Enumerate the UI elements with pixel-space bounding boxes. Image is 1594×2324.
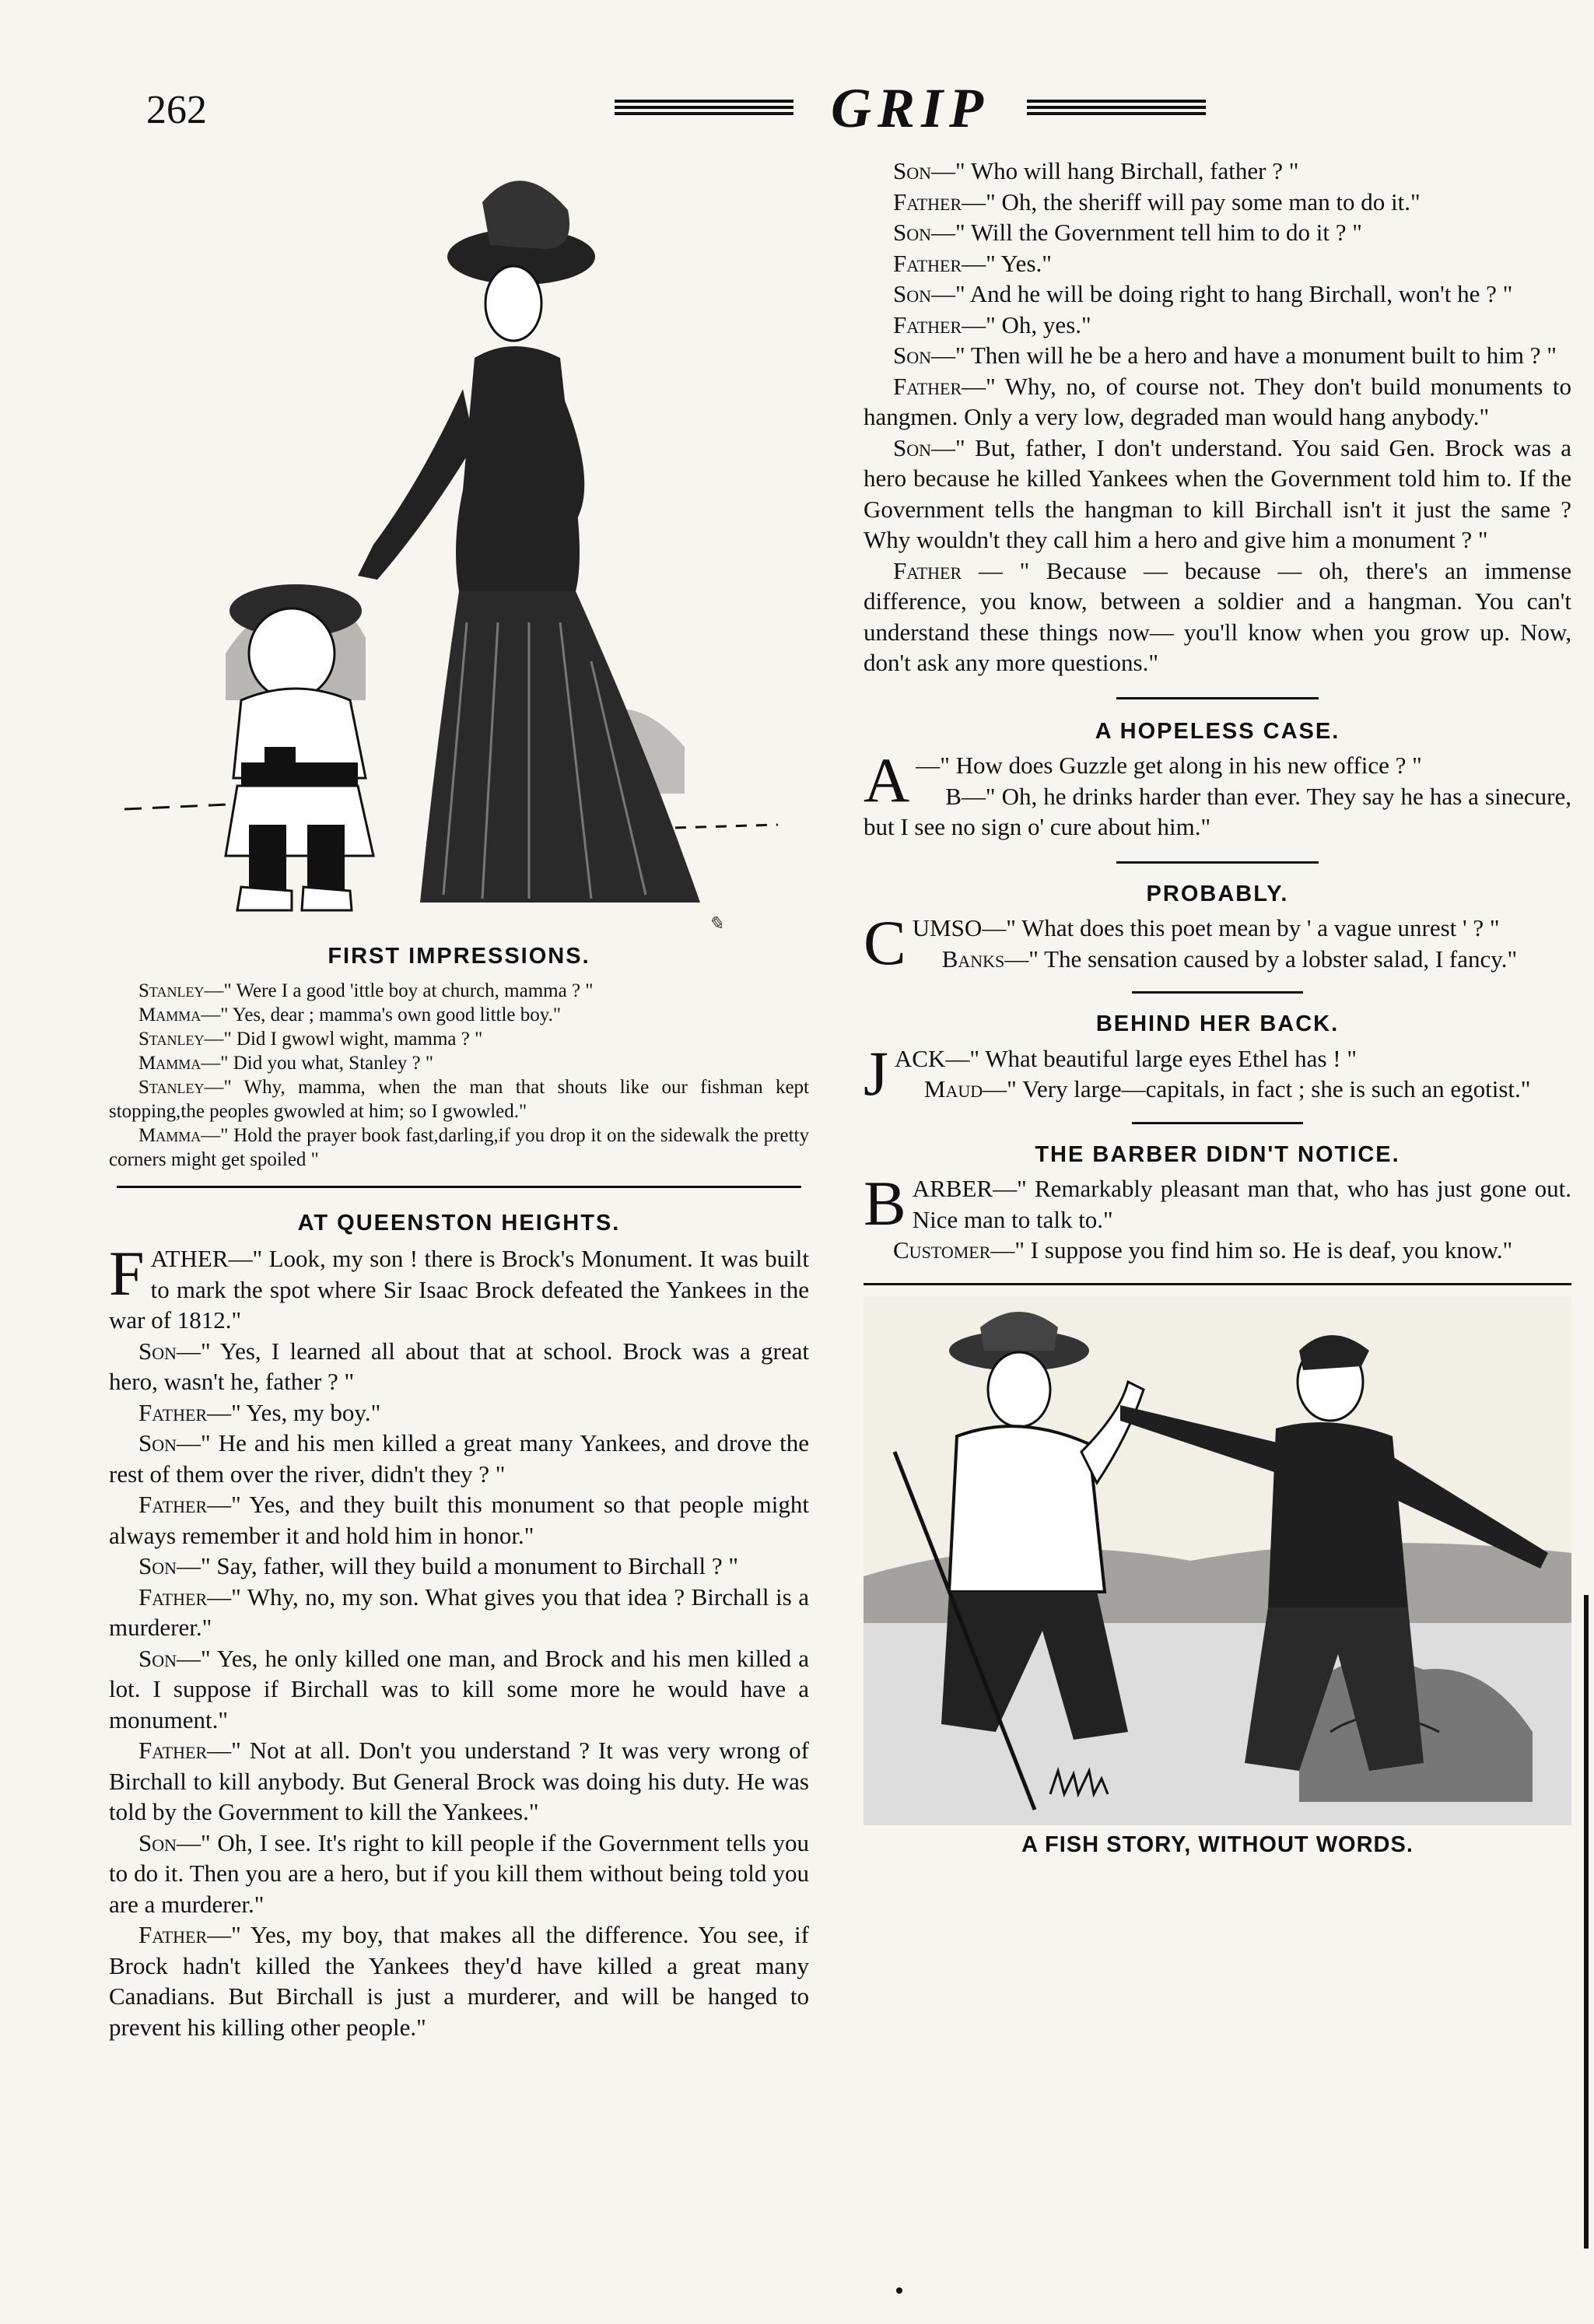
mother-child-drawing — [109, 156, 809, 934]
speaker: Son — [138, 1644, 177, 1672]
speaker: Mamma — [138, 1124, 201, 1146]
line-text: —" Hold the prayer book fast,darling,if you drop it on the sidewalk the pretty corners might get spoiled " — [109, 1124, 809, 1170]
dialogue-line — [109, 1643, 809, 1736]
line-text: —" Yes, my boy, that makes all the difference. You see, if Brock hadn't killed the Yankees they'd have killed a great many Canadians. But Birchall is just a murderer, and will be hanged to prevent his killing other people." — [109, 1921, 809, 2041]
speaker: Stanley — [138, 1076, 205, 1098]
line-text: —" Did I gwowl wight, mamma ? " — [204, 1028, 483, 1050]
line-text: —" Were I a good 'ittle boy at church, mamma ? " — [204, 980, 594, 1001]
line-text: —" Then will he be a hero and have a monument built to him ? " — [931, 342, 1557, 369]
barber-heading: THE BARBER DIDN'T NOTICE. — [1035, 1141, 1400, 1167]
speaker: Father — [138, 1398, 208, 1426]
speaker: Banks — [941, 945, 1005, 973]
dialogue-line — [109, 1582, 809, 1643]
speaker: Son — [893, 219, 932, 246]
drop-cap: A — [864, 745, 910, 815]
publication-title: GRIP — [830, 77, 990, 139]
speaker: Son — [138, 1429, 177, 1456]
line-text: —" Very large—capitals, in fact ; she is such an egotist." — [983, 1075, 1531, 1102]
drop-cap: B — [864, 1168, 906, 1239]
speaker: Son — [138, 1337, 177, 1365]
line-text: —" Oh, yes." — [962, 310, 1091, 338]
dialogue-line — [109, 1735, 809, 1828]
line-text: —" Why, no, of course not. They don't build monuments to hangmen. Only a very low, degraded man would hang anybody." — [864, 372, 1571, 430]
dialogue-line — [109, 1489, 809, 1551]
dialogue-line — [109, 1397, 809, 1428]
line-text: —" I suppose you find him so. He is deaf, you know." — [990, 1236, 1513, 1264]
speaker: Son — [138, 1828, 177, 1856]
queenston-heading: AT QUEENSTON HEIGHTS. — [297, 1210, 621, 1236]
dialogue-line — [109, 1919, 809, 2042]
speaker: Father — [893, 556, 962, 584]
svg-text:✎: ✎ — [708, 914, 724, 934]
dialogue-line — [864, 781, 1571, 843]
dialogue-line — [864, 217, 1571, 248]
behind-her-back-body — [864, 1037, 1571, 1109]
dialogue-line — [109, 1003, 809, 1027]
mother-figure — [358, 181, 700, 903]
speaker: Father — [138, 1583, 208, 1611]
title-rule-left — [615, 100, 793, 118]
speaker: Father — [893, 249, 962, 277]
ink-dot — [896, 2287, 902, 2294]
section-divider — [1116, 697, 1319, 699]
dialogue-line — [864, 248, 1571, 279]
fish-story-illustration — [864, 1296, 1571, 1825]
title-block — [615, 76, 1206, 146]
hopeless-case-heading: A HOPELESS CASE. — [1095, 718, 1340, 744]
line-text: —" What beautiful large eyes Ethel has ! " — [945, 1044, 1357, 1072]
dialogue-line — [864, 433, 1571, 556]
line-text: —" The sensation caused by a lobster salad, I fancy." — [1004, 945, 1518, 973]
speaker: ACK — [894, 1044, 946, 1072]
hopeless-case-body — [864, 745, 1571, 843]
speaker: Son — [893, 280, 932, 307]
drop-cap: F — [109, 1238, 145, 1309]
speaker: Son — [893, 342, 932, 369]
dialogue-line — [109, 1428, 809, 1489]
column-rule — [1584, 1595, 1589, 2249]
dialogue-line — [109, 1075, 809, 1123]
line-text: —" Oh, the sheriff will pay some man to do it." — [962, 188, 1421, 216]
line-text: —" Yes, I learned all about that at school. Brock was a great hero, wasn't he, father ? " — [109, 1337, 809, 1395]
first-impressions-illustration — [109, 156, 809, 934]
speaker: Mamma — [138, 1004, 201, 1025]
line-text: —" Yes, he only killed one man, and Brock and his men killed a lot. I suppose if Birchall was to kill some more he would have a monument." — [109, 1644, 809, 1733]
speaker: Stanley — [138, 980, 205, 1001]
speaker: UMSO — [912, 914, 983, 941]
line-text: —" Say, father, will they build a monument to Birchall ? " — [177, 1552, 739, 1579]
dialogue-line — [109, 1027, 809, 1051]
dialogue-line — [864, 1074, 1571, 1105]
fish-story-drawing — [864, 1296, 1571, 1825]
speaker: Son — [893, 433, 932, 461]
speaker: ARBER — [912, 1175, 993, 1202]
line-text: —" How does Guzzle get along in his new office ? " — [916, 752, 1422, 779]
speaker: ATHER — [150, 1245, 229, 1272]
dialogue-line — [864, 156, 1571, 187]
speaker: Maud — [923, 1075, 983, 1102]
speaker: Father — [138, 1737, 208, 1764]
line-text: —" Look, my son ! there is Brock's Monument. It was built to mark the spot where Sir Isaac Brock defeated the Yankees in the war of 1812." — [109, 1245, 809, 1334]
line-text: —" Will the Government tell him to do it ? " — [931, 219, 1362, 246]
title-rule-right — [1027, 100, 1206, 118]
left-column — [109, 156, 809, 2042]
queenston-body — [109, 1238, 809, 2042]
section-divider — [1132, 1122, 1303, 1124]
line-text: —" Yes." — [962, 249, 1052, 277]
dialogue-line — [109, 1238, 809, 1336]
speaker: Son — [893, 157, 932, 184]
line-text: —" Yes, my boy." — [207, 1398, 381, 1426]
section-divider — [864, 1283, 1571, 1285]
dialogue-line — [864, 187, 1571, 218]
line-text: —" But, father, I don't understand. You said Gen. Brock was a hero because he killed Yankees when the Government told him to. If the Government tells the hangman to kill Birchall isn't it just the same ? Why wouldn't they call him a hero and give him a monument ? " — [864, 433, 1571, 553]
line-text: — " Because — because — oh, there's an immense difference, you know, between a soldier and a hangman. You can't understand these things now— you'll know when you grow up. Now, don't ask any more questions." — [864, 556, 1571, 676]
dialogue-line — [864, 371, 1571, 433]
dialogue-line — [109, 1123, 809, 1172]
speaker: Son — [138, 1552, 177, 1579]
probably-heading: PROBABLY. — [1146, 881, 1289, 906]
speaker: Father — [138, 1921, 208, 1948]
line-text: —" Who will hang Birchall, father ? " — [931, 157, 1299, 184]
speaker: Stanley — [138, 1028, 205, 1050]
drop-cap: J — [864, 1037, 888, 1109]
line-text: —" Why, mamma, when the man that shouts like our fishman kept stopping,the peoples gwowled at him; so I gwowled." — [109, 1076, 809, 1122]
section-divider — [1132, 991, 1303, 994]
dialogue-line — [864, 279, 1571, 310]
fish-story-caption: A FISH STORY, WITHOUT WORDS. — [1021, 1832, 1414, 1857]
dialogue-line — [109, 1336, 809, 1397]
dialogue-line — [109, 1051, 809, 1075]
dialogue-line — [864, 1168, 1571, 1239]
speaker: Mamma — [138, 1052, 201, 1074]
behind-her-back-heading: BEHIND HER BACK. — [1095, 1011, 1340, 1036]
line-text: —" Remarkably pleasant man that, who has just gone out. Nice man to talk to." — [912, 1175, 1571, 1233]
masthead — [117, 76, 1564, 146]
line-text: —" Yes, dear ; mamma's own good little boy." — [201, 1004, 562, 1025]
line-text: —" Not at all. Don't you understand ? It was very wrong of Birchall to kill anybody. But General Brock was doing his duty. He was told by the Government to kill the Yankees." — [109, 1737, 809, 1825]
dialogue-line — [109, 979, 809, 1003]
dialogue-line — [864, 556, 1571, 678]
line-text: —" What does this poet mean by ' a vague unrest ' ? " — [982, 914, 1500, 941]
first-impressions-heading: FIRST IMPRESSIONS. — [328, 944, 590, 969]
speaker: Father — [893, 372, 962, 400]
first-impressions-dialogue — [109, 979, 809, 1172]
speaker: Father — [893, 188, 962, 216]
dialogue-line — [864, 944, 1571, 975]
dialogue-line — [864, 310, 1571, 341]
speaker: Customer — [893, 1236, 991, 1264]
section-divider — [1116, 861, 1319, 864]
page-number: 262 — [146, 88, 207, 132]
line-text: —" Oh, I see. It's right to kill people if the Government tells you to do it. Then you are a hero, but if you kill them without being told you are a murderer." — [109, 1828, 809, 1918]
line-text: —" Did you what, Stanley ? " — [201, 1052, 434, 1074]
dialogue-line — [864, 340, 1571, 371]
section-divider — [117, 1186, 801, 1188]
line-text: B—" Oh, he drinks harder than ever. They say he has a sinecure, but I see no sign o' cure about him." — [864, 782, 1571, 840]
dialogue-line — [864, 1235, 1571, 1266]
dialogue-line — [109, 1551, 809, 1582]
queenston-continued — [864, 156, 1571, 678]
dialogue-line — [109, 1828, 809, 1920]
drop-cap: C — [864, 907, 906, 978]
line-text: —" Why, no, my son. What gives you that idea ? Birchall is a murderer." — [109, 1583, 809, 1641]
line-text: —" Yes, and they built this monument so that people might always remember it and hold him in honor." — [109, 1491, 809, 1549]
barber-body — [864, 1168, 1571, 1266]
speaker: Father — [138, 1491, 208, 1518]
line-text: —" And he will be doing right to hang Birchall, won't he ? " — [931, 280, 1513, 307]
probably-body — [864, 907, 1571, 978]
right-column — [864, 156, 1571, 1860]
speaker: Father — [893, 310, 962, 338]
line-text: —" He and his men killed a great many Yankees, and drove the rest of them over the river, didn't they ? " — [109, 1429, 809, 1488]
